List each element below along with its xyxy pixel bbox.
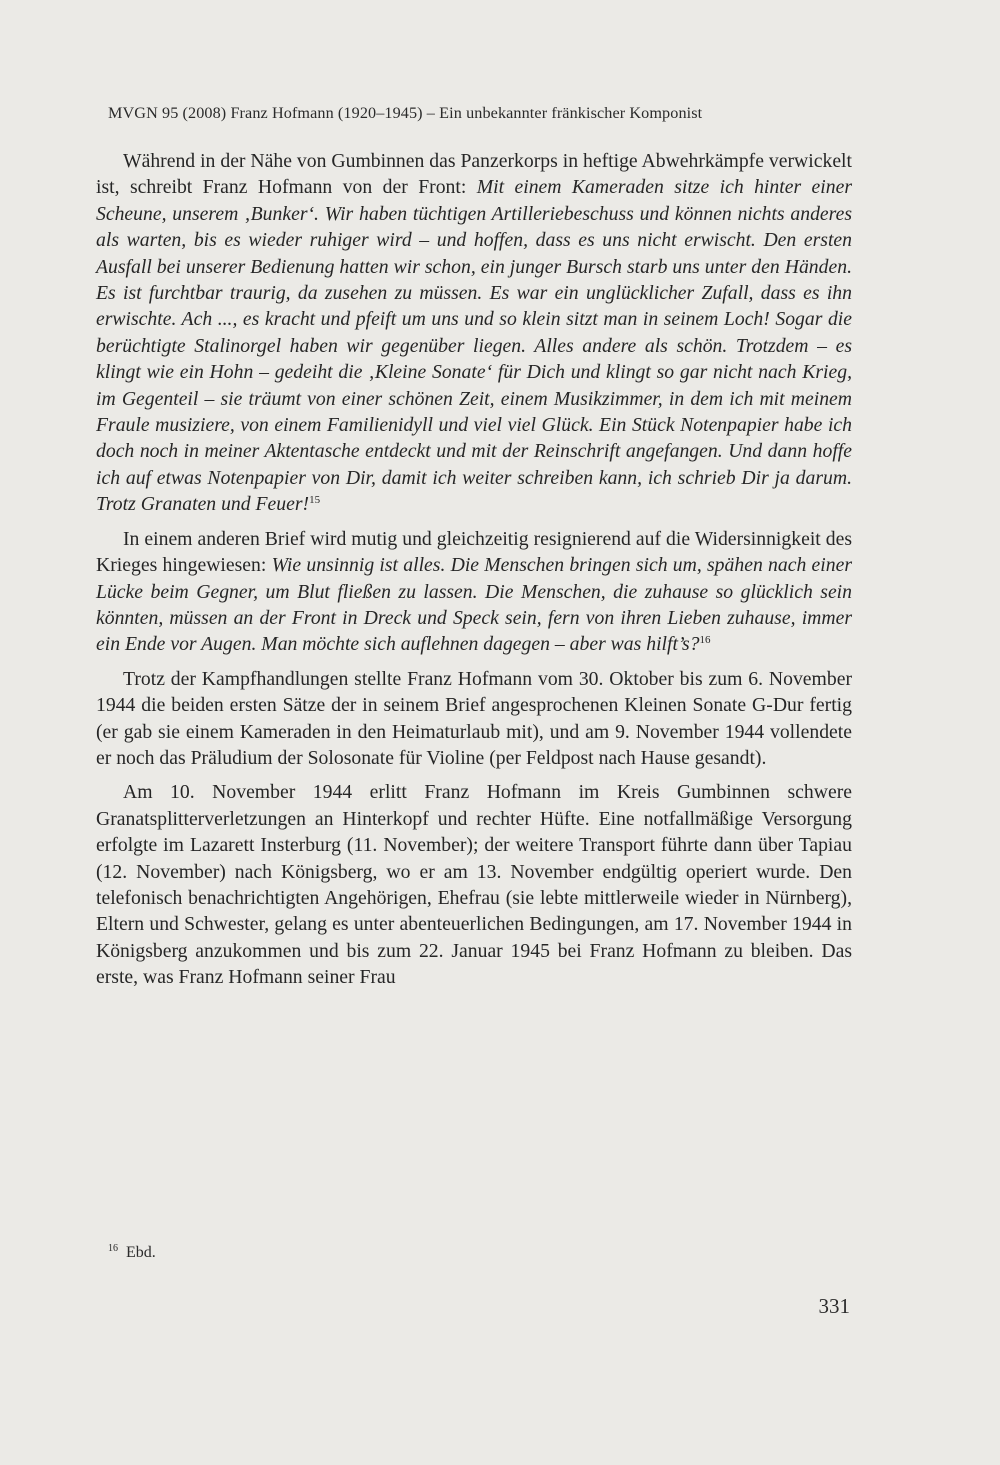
paragraph: Am 10. November 1944 erlitt Franz Hofmann im Kreis Gumbinnen schwere Granatsplitterverletzungen an Hinterkopf und rechter Hüfte. Eine notfallmäßige Versorgung erfolgte im Lazarett Insterburg (11. November); der weitere Transport führte dann über Tapiau (12. November) nach Königsberg, wo er am 13. November endgültig operiert wurde. Den telefonisch benachrichtigten Angehörigen, Ehefrau (sie lebte mittlerweile wieder in Nürnberg), Eltern und Schwester, gelang es unter abenteuerlichen Bedingungen, am 17. November 1944 in Königsberg anzukommen und bis zum 22. Januar 1945 bei Franz Hofmann zu bleiben. Das erste, was Franz Hofmann seiner Frau — [96, 781, 852, 989]
paragraph — [96, 148, 852, 518]
body-text — [96, 148, 852, 999]
footnote — [108, 1244, 156, 1262]
paragraph-text: Während in der Nähe von Gumbinnen das Panzerkorps in heftige Abwehrkämpfe verwickelt ist, schreibt Franz Hofmann von der Front: — [96, 150, 852, 199]
footnote-ref: 15 — [309, 494, 321, 507]
letter-quote: Wie unsinnig ist alles. Die Menschen bringen sich um, spähen nach einer Lücke beim Gegner, um Blut fließen zu lassen. Die Menschen, die zuhause so glücklich sein könnten, müssen an der Front in Dreck und Speck sein, fern von ihren Lieben zuhause, immer ein Ende vor Augen. Man möchte sich auflehnen dagegen – aber was hilft’s? — [96, 554, 852, 656]
letter-quote: Mit einem Kameraden sitze ich hinter einer Scheune, unserem ‚Bunker‘. Wir haben tüchtigen Artilleriebeschuss und können nichts anderes als warten, bis es wieder ruhiger wird – und hoffen, dass es uns nicht erwischt. Den ersten Ausfall bei unserer Bedienung hatten wir schon, ein junger Bursch starb uns unter den Händen. Es ist furchtbar traurig, da zusehen zu müssen. Es war ein unglücklicher Zufall, dass es ihn erwischte. Ach ..., es kracht und pfeift um uns und so klein sitzt man in seinem Loch! Sogar die berüchtigte Stalinorgel haben wir gegenüber liegen. Alles andere als schön. Trotzdem – es klingt wie ein Hohn – gedeiht die ‚Kleine Sonate‘ für Dich und klingt so gar nicht nach Krieg, im Gegenteil – sie träumt von einer schönen Zeit, einem Musikzimmer, in dem ich mit meinem Fraule musiziere, von einem Familienidyll und viel viel Glück. Ein Stück Notenpapier habe ich doch noch in meiner Aktentasche entdeckt und mit der Reinschrift angefangen. Und dann hoffe ich auf etwas Notenpapier von Dir, damit ich weiter schreiben kann, ich schrieb Dir ja darum. Trotz Granaten und Feuer! — [96, 176, 852, 516]
paragraph: Trotz der Kampfhandlungen stellte Franz Hofmann vom 30. Oktober bis zum 6. November 1944 die beiden ersten Sätze der in seinem Brief angesprochenen Kleinen Sonate G-Dur fertig (er gab sie einem Kameraden in den Heimaturlaub mit), und am 9. November 1944 vollendete er noch das Präludium der Solosonate für Violine (per Feldpost nach Hause gesandt). — [96, 667, 852, 769]
page-number: 331 — [818, 1294, 850, 1318]
footnote-text: Ebd. — [126, 1244, 156, 1261]
footnote-number: 16 — [108, 1243, 118, 1254]
footnote-ref: 16 — [699, 634, 711, 647]
running-header: MVGN 95 (2008) Franz Hofmann (1920–1945) – Ein unbekannter fränkischer Komponist — [108, 104, 703, 122]
paragraph-text: In einem anderen Brief wird mutig und gleichzeitig resignierend auf die Widersinnigkeit des Krieges hingewiesen: — [96, 527, 852, 577]
paragraph — [96, 526, 852, 658]
